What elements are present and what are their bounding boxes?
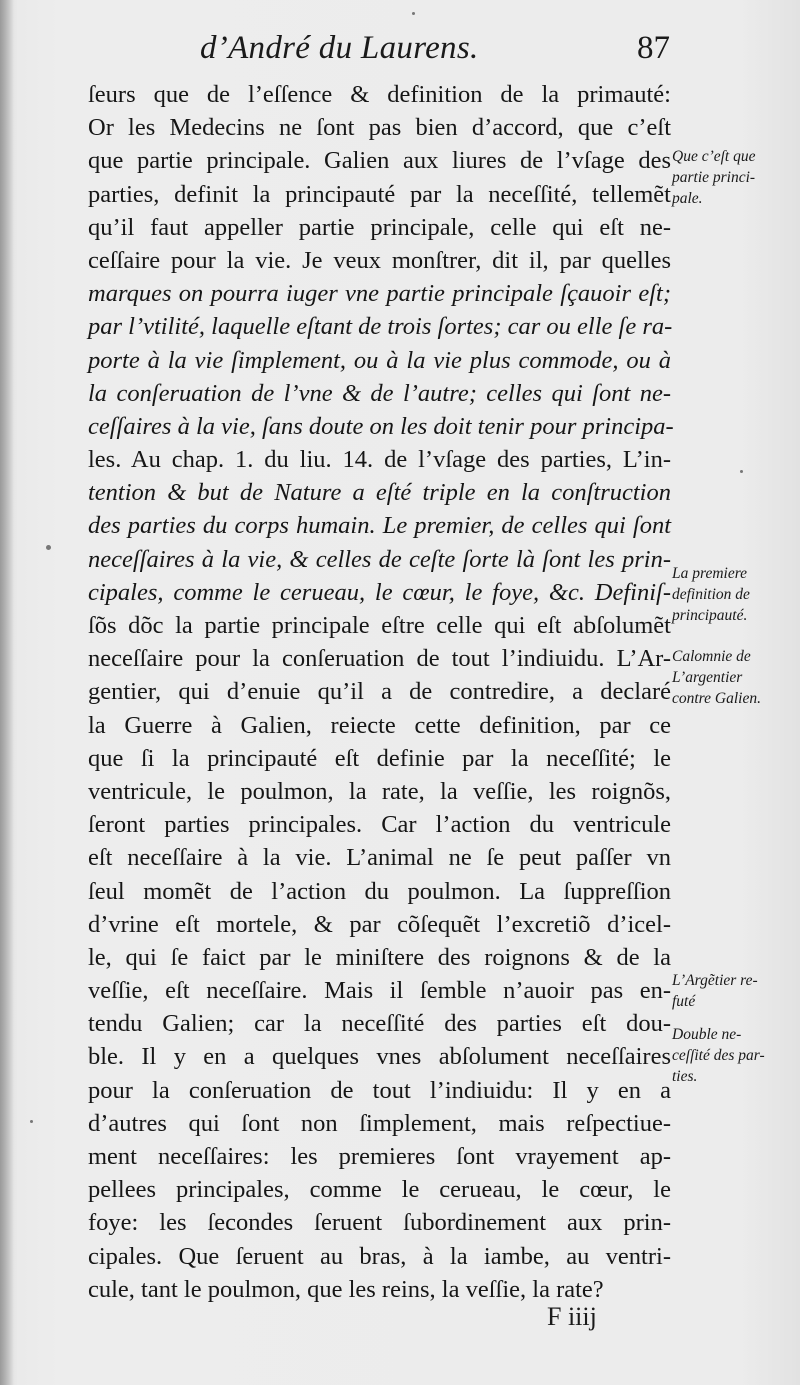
side-note-line: L’Argẽtier re- [672, 972, 758, 989]
text-line: neceſſaire pour la conſeruation de tout l’indiuidu. L’Ar- [88, 645, 671, 673]
text-line: pellees principales, comme le cerueau, le cœur, le [88, 1176, 671, 1204]
text-line: eſt neceſſaire à la vie. L’animal ne ſe peut paſſer vn [88, 844, 671, 872]
side-note [672, 146, 796, 209]
page-number: 87 [637, 30, 670, 66]
side-note-line: partie princi- [672, 169, 756, 186]
running-head: d’André du Laurens. [200, 30, 479, 66]
text-line: ſeurs que de l’eſſence & definition de la primauté: [88, 81, 671, 108]
side-note-line: Double ne- [672, 1026, 742, 1043]
text-line-italic: tention & but de Nature a eſté triple en la conſtruction [88, 479, 671, 507]
text-line: d’vrine eſt mortele, & par cõſequẽt l’excretiõ d’icel- [88, 910, 671, 938]
text-line-italic: porte à la vie ſimplement, ou à la vie plus commode, ou à [88, 346, 671, 374]
text-line: ment neceſſaires: les premieres ſont vrayement ap- [88, 1143, 671, 1170]
text-line: parties, definit la principauté par la neceſſité, tellemẽt [88, 180, 671, 208]
side-note-line: pale. [672, 190, 703, 207]
side-note [672, 646, 796, 709]
text-line-italic: cipales, comme le cerueau, le cœur, le foye, &c. Definiſ- [88, 578, 671, 606]
text-line: ſõs dõc la partie principale eſtre celle qui eſt abſolumẽt [88, 612, 671, 639]
text-line: veſſie, eſt neceſſaire. Mais il ſemble n’auoir pas en- [88, 977, 671, 1005]
text-line: ble. Il y en a quelques vnes abſolument neceſſaires [88, 1043, 671, 1071]
text-line: ſeul momẽt de l’action du poulmon. La ſuppreſſion [88, 877, 671, 905]
text-line: foye: les ſecondes ſeruent ſubordinement aux prin- [88, 1209, 671, 1237]
text-line-italic: par l’vtilité, laquelle eſtant de trois ſortes; car ou elle ſe ra- [88, 313, 673, 341]
side-note [672, 970, 796, 1012]
text-line: ceſſaire pour la vie. Je veux monſtrer, dit il, par quelles [88, 246, 671, 274]
text-line: cipales. Que ſeruent au bras, à la iambe, au ventri- [88, 1242, 671, 1270]
side-note-line: ties. [672, 1068, 698, 1085]
paper-speck [46, 545, 51, 550]
paper-speck [30, 1120, 33, 1123]
text-line-italic: marques on pourra iuger vne partie principale ſçauoir eſt; [88, 280, 671, 308]
text-line: gentier, qui d’enuie qu’il a de contredire, a declaré [88, 678, 671, 706]
text-line: d’autres qui ſont non ſimplement, mais reſpectiue- [88, 1109, 671, 1137]
text-line: ſeront parties principales. Car l’action du ventricule [88, 811, 671, 839]
text-line: cule, tant le poulmon, que les reins, la veſſie, la rate? [88, 1275, 604, 1303]
body-text [88, 78, 674, 1306]
text-line-italic: neceſſaires à la vie, & celles de ceſte ſorte là ſont les prin- [88, 545, 671, 573]
text-line-italic: la conſeruation de l’vne & de l’autre; celles qui ſont ne- [88, 379, 671, 407]
text-line: que partie principale. Galien aux liures de l’vſage des [88, 147, 671, 175]
signature-mark: F iiij [547, 1302, 597, 1331]
text-line: qu’il faut appeller partie principale, celle qui eſt ne- [88, 213, 671, 241]
side-note-line: Que c’eſt que [672, 148, 756, 165]
side-note-line: Calomnie de [672, 648, 751, 665]
text-line: la Guerre à Galien, reiecte cette definition, par ce [88, 711, 671, 739]
page-header [200, 30, 670, 74]
side-note-line: L’argentier [672, 669, 743, 686]
side-note-line: definition de [672, 586, 750, 603]
text-line-italic: ceſſaires à la vie, ſans doute on les doit tenir pour principa- [88, 412, 674, 440]
text-line: que ſi la principauté eſt definie par la neceſſité; le [88, 744, 671, 772]
text-line: Or les Medecins ne ſont pas bien d’accord, que c’eſt [88, 114, 671, 142]
paper-speck [740, 470, 743, 473]
text-line: pour la conſeruation de tout l’indiuidu: Il y en a [88, 1076, 671, 1104]
text-line-italic: des parties du corps humain. Le premier, de celles qui ſont [88, 512, 671, 540]
side-note [672, 563, 796, 626]
text-line: les. Au chap. 1. du liu. 14. de l’vſage des parties, L’in- [88, 446, 671, 474]
paper-speck [412, 12, 415, 15]
text-line: ventricule, le poulmon, la rate, la veſſie, les roignõs, [88, 777, 671, 805]
side-note-line: ceſſité des par- [672, 1047, 765, 1064]
text-line: le, qui ſe faict par le miniſtere des roignons & de la [88, 943, 671, 971]
spine-shadow [0, 0, 14, 1385]
side-note-line: contre Galien. [672, 690, 761, 707]
side-note-line: futé [672, 993, 696, 1010]
side-note [672, 1024, 796, 1087]
side-note-line: La premiere [672, 565, 748, 582]
text-line: tendu Galien; car la neceſſité des parties eſt dou- [88, 1010, 671, 1038]
side-note-line: principauté. [672, 607, 748, 624]
